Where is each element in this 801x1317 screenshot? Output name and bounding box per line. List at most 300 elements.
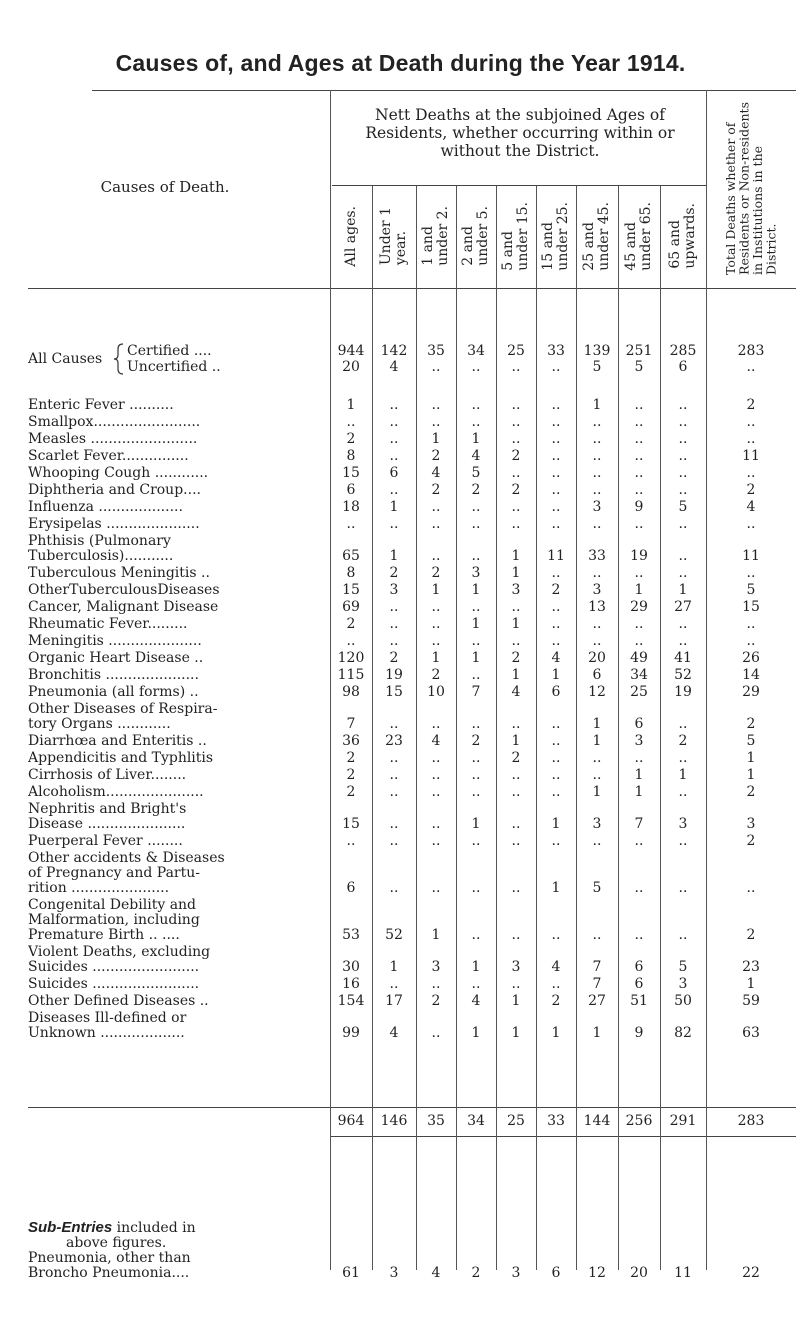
table-cell: 82 bbox=[674, 1025, 692, 1041]
nett-deaths-header: Nett Deaths at the subjoined Ages of Residents, whether occurring within or without the District. bbox=[365, 106, 675, 160]
table-cell: .. bbox=[511, 633, 521, 649]
table-cell: .. bbox=[389, 816, 399, 832]
table-cell: .. bbox=[634, 633, 644, 649]
table-cell: 1 bbox=[551, 880, 561, 896]
uncertified-cell: 4 bbox=[389, 359, 399, 375]
causes-header: Causes of Death. bbox=[100, 178, 230, 196]
page-title: Causes of, and Ages at Death during the Year 1914. bbox=[115, 50, 686, 76]
table-cell: .. bbox=[346, 516, 356, 532]
sub-entries-line: above figures. bbox=[66, 1235, 167, 1251]
certified-cell: 285 bbox=[669, 343, 697, 359]
cause-label: Bronchitis ..................... bbox=[28, 668, 199, 683]
table-cell: 13 bbox=[588, 599, 606, 615]
table-cell: 115 bbox=[337, 667, 365, 683]
table-cell: 1 bbox=[471, 582, 481, 598]
table-cell: .. bbox=[511, 599, 521, 615]
table-cell: .. bbox=[634, 431, 644, 447]
total-cell: 144 bbox=[583, 1113, 611, 1129]
table-cell: .. bbox=[678, 833, 688, 849]
table-cell: .. bbox=[551, 750, 561, 766]
table-cell: 1 bbox=[634, 784, 644, 800]
table-cell: 1 bbox=[471, 650, 481, 666]
cause-label: Nephritis and Bright's Disease ...................... bbox=[28, 802, 187, 832]
table-cell: 5 bbox=[678, 499, 688, 515]
table-cell: .. bbox=[678, 880, 688, 896]
table-cell: 52 bbox=[674, 667, 692, 683]
table-cell: .. bbox=[346, 833, 356, 849]
table-cell: 4 bbox=[746, 499, 756, 515]
table-cell: .. bbox=[634, 833, 644, 849]
table-cell: .. bbox=[511, 927, 521, 943]
table-cell: 49 bbox=[630, 650, 648, 666]
table-cell: .. bbox=[511, 397, 521, 413]
table-cell: .. bbox=[471, 716, 481, 732]
uncertified-cell: 5 bbox=[634, 359, 644, 375]
table-cell: 1 bbox=[592, 716, 602, 732]
table-cell: 1 bbox=[592, 397, 602, 413]
total-cell: 256 bbox=[625, 1113, 653, 1129]
cause-label: Cancer, Malignant Disease bbox=[28, 600, 219, 615]
all-causes-label: All Causes Certified .... Uncertified .. bbox=[28, 343, 221, 375]
table-cell: .. bbox=[471, 499, 481, 515]
table-cell: 15 bbox=[342, 465, 360, 481]
cause-label: Pneumonia (all forms) .. bbox=[28, 685, 199, 700]
table-cell: 63 bbox=[742, 1025, 760, 1041]
table-cell: 1 bbox=[389, 499, 399, 515]
cause-label: Diseases Ill-defined or Unknown ................... bbox=[28, 1011, 187, 1041]
table-cell: .. bbox=[471, 880, 481, 896]
table-cell: .. bbox=[592, 616, 602, 632]
cause-label: Influenza ................... bbox=[28, 500, 183, 515]
table-cell: 6 bbox=[346, 880, 356, 896]
table-cell: 3 bbox=[634, 733, 644, 749]
table-cell: 2 bbox=[471, 733, 481, 749]
table-cell: .. bbox=[471, 516, 481, 532]
uncertified-cell: 5 bbox=[592, 359, 602, 375]
sub-entry-cell: 12 bbox=[588, 1265, 606, 1281]
table-cell: 1 bbox=[431, 650, 441, 666]
table-cell: .. bbox=[431, 633, 441, 649]
table-cell: 2 bbox=[431, 993, 441, 1009]
table-cell: 2 bbox=[346, 784, 356, 800]
cause-label: Rheumatic Fever......... bbox=[28, 617, 188, 632]
cause-label: Diphtheria and Croup.... bbox=[28, 483, 201, 498]
table-cell: 9 bbox=[634, 1025, 644, 1041]
total-deaths-header: Total Deaths whether of Residents or Non-residents in Institutions in the District. bbox=[723, 101, 779, 275]
table-cell: .. bbox=[634, 465, 644, 481]
table-cell: 12 bbox=[588, 684, 606, 700]
table-cell: .. bbox=[678, 465, 688, 481]
table-cell: .. bbox=[511, 767, 521, 783]
table-cell: 25 bbox=[630, 684, 648, 700]
table-cell: .. bbox=[431, 767, 441, 783]
table-cell: .. bbox=[389, 716, 399, 732]
table-cell: .. bbox=[471, 927, 481, 943]
table-cell: 1 bbox=[634, 767, 644, 783]
age-header-1: Under 1 year. bbox=[378, 206, 409, 266]
certified-cell: 35 bbox=[427, 343, 445, 359]
table-cell: 4 bbox=[551, 959, 561, 975]
table-cell: .. bbox=[511, 414, 521, 430]
table-cell: .. bbox=[389, 397, 399, 413]
table-cell: 19 bbox=[674, 684, 692, 700]
table-cell: 2 bbox=[431, 482, 441, 498]
table-cell: 69 bbox=[342, 599, 360, 615]
table-cell: 3 bbox=[431, 959, 441, 975]
table-cell: .. bbox=[551, 482, 561, 498]
certified-cell: 139 bbox=[583, 343, 611, 359]
table-cell: .. bbox=[634, 448, 644, 464]
table-cell: .. bbox=[746, 516, 756, 532]
table-cell: 15 bbox=[342, 582, 360, 598]
table-cell: 1 bbox=[511, 616, 521, 632]
table-cell: .. bbox=[431, 599, 441, 615]
table-cell: 6 bbox=[634, 959, 644, 975]
table-cell: 3 bbox=[592, 816, 602, 832]
table-cell: .. bbox=[678, 784, 688, 800]
table-cell: 27 bbox=[588, 993, 606, 1009]
table-cell: 1 bbox=[678, 767, 688, 783]
table-cell: .. bbox=[551, 414, 561, 430]
age-header-0: All ages. bbox=[342, 205, 359, 267]
table-cell: .. bbox=[389, 633, 399, 649]
uncertified-cell: .. bbox=[746, 359, 756, 375]
certified-cell: 25 bbox=[507, 343, 525, 359]
table-cell: 1 bbox=[389, 959, 399, 975]
table-cell: .. bbox=[389, 750, 399, 766]
table-cell: 41 bbox=[674, 650, 692, 666]
table-cell: 1 bbox=[746, 767, 756, 783]
table-cell: .. bbox=[634, 750, 644, 766]
table-cell: 2 bbox=[389, 565, 399, 581]
age-header-7: 45 and under 65. bbox=[623, 201, 654, 271]
table-cell: 120 bbox=[337, 650, 365, 666]
sub-entry-cell: 61 bbox=[342, 1265, 360, 1281]
cause-label: Suicides ........................ bbox=[28, 977, 200, 992]
table-cell: .. bbox=[592, 833, 602, 849]
table-cell: .. bbox=[431, 716, 441, 732]
cause-label: Other accidents & Diseases of Pregnancy and Partu- rition ...................... bbox=[28, 851, 225, 896]
age-header-4: 5 and under 15. bbox=[500, 201, 531, 271]
table-cell: 4 bbox=[431, 465, 441, 481]
table-cell: .. bbox=[746, 633, 756, 649]
cause-label: Measles ........................ bbox=[28, 432, 198, 447]
uncertified-cell: .. bbox=[511, 359, 521, 375]
table-cell: .. bbox=[634, 482, 644, 498]
table-cell: .. bbox=[471, 548, 481, 564]
table-cell: .. bbox=[511, 816, 521, 832]
table-cell: 19 bbox=[385, 667, 403, 683]
table-cell: .. bbox=[431, 516, 441, 532]
table-cell: 26 bbox=[742, 650, 760, 666]
table-cell: 29 bbox=[630, 599, 648, 615]
table-cell: 3 bbox=[678, 976, 688, 992]
table-cell: .. bbox=[346, 633, 356, 649]
table-cell: 4 bbox=[471, 993, 481, 1009]
age-header-6: 25 and under 45. bbox=[581, 201, 612, 271]
cause-label: Smallpox........................ bbox=[28, 415, 201, 430]
table-cell: .. bbox=[511, 880, 521, 896]
table-cell: .. bbox=[678, 448, 688, 464]
sub-entry-cell: 20 bbox=[630, 1265, 648, 1281]
table-cell: 154 bbox=[337, 993, 365, 1009]
uncertified-cell: .. bbox=[471, 359, 481, 375]
table-cell: 6 bbox=[634, 716, 644, 732]
table-cell: .. bbox=[431, 976, 441, 992]
table-cell: 3 bbox=[389, 582, 399, 598]
cause-label: Puerperal Fever ........ bbox=[28, 834, 183, 849]
table-cell: 29 bbox=[742, 684, 760, 700]
table-cell: 14 bbox=[742, 667, 760, 683]
total-cell: 146 bbox=[380, 1113, 408, 1129]
table-cell: .. bbox=[551, 767, 561, 783]
table-cell: .. bbox=[389, 599, 399, 615]
table-cell: 10 bbox=[427, 684, 445, 700]
certified-cell: 283 bbox=[737, 343, 765, 359]
age-header-5: 15 and under 25. bbox=[540, 201, 571, 271]
table-cell: .. bbox=[678, 516, 688, 532]
table-cell: .. bbox=[592, 633, 602, 649]
age-header-3: 2 and under 5. bbox=[460, 206, 491, 266]
table-cell: .. bbox=[551, 616, 561, 632]
table-cell: .. bbox=[471, 633, 481, 649]
table-cell: 2 bbox=[431, 667, 441, 683]
totals-top-rule bbox=[28, 1107, 796, 1108]
table-cell: .. bbox=[471, 414, 481, 430]
sub-entry-cell: 3 bbox=[389, 1265, 399, 1281]
table-cell: .. bbox=[511, 499, 521, 515]
table-cell: .. bbox=[551, 499, 561, 515]
table-cell: .. bbox=[746, 431, 756, 447]
table-cell: .. bbox=[431, 397, 441, 413]
total-cell: 964 bbox=[337, 1113, 365, 1129]
table-cell: 2 bbox=[511, 448, 521, 464]
table-cell: 1 bbox=[551, 816, 561, 832]
cause-label: Cirrhosis of Liver........ bbox=[28, 768, 187, 783]
table-cell: 4 bbox=[389, 1025, 399, 1041]
table-cell: 5 bbox=[592, 880, 602, 896]
table-cell: .. bbox=[592, 448, 602, 464]
table-cell: .. bbox=[431, 548, 441, 564]
table-cell: 8 bbox=[346, 448, 356, 464]
table-cell: 2 bbox=[471, 482, 481, 498]
table-cell: .. bbox=[431, 499, 441, 515]
table-cell: .. bbox=[346, 414, 356, 430]
table-cell: 8 bbox=[346, 565, 356, 581]
table-cell: .. bbox=[551, 733, 561, 749]
table-cell: .. bbox=[592, 516, 602, 532]
table-cell: .. bbox=[592, 482, 602, 498]
table-cell: .. bbox=[678, 927, 688, 943]
table-cell: 1 bbox=[431, 431, 441, 447]
table-cell: .. bbox=[551, 565, 561, 581]
table-cell: .. bbox=[678, 633, 688, 649]
table-cell: 2 bbox=[746, 927, 756, 943]
sub-entries-heading: Sub-Entries included in bbox=[28, 1219, 196, 1236]
table-cell: .. bbox=[678, 716, 688, 732]
table-cell: .. bbox=[431, 816, 441, 832]
table-cell: 2 bbox=[431, 565, 441, 581]
table-cell: 2 bbox=[346, 750, 356, 766]
table-cell: 3 bbox=[511, 959, 521, 975]
table-cell: 1 bbox=[551, 1025, 561, 1041]
table-cell: 1 bbox=[431, 927, 441, 943]
table-cell: .. bbox=[634, 927, 644, 943]
table-cell: 1 bbox=[551, 667, 561, 683]
table-cell: 59 bbox=[742, 993, 760, 1009]
table-cell: 15 bbox=[742, 599, 760, 615]
table-cell: .. bbox=[551, 716, 561, 732]
table-cell: .. bbox=[431, 1025, 441, 1041]
cause-label: Congenital Debility and Malformation, including Premature Birth .. .... bbox=[28, 898, 200, 943]
cause-label: OtherTuberculousDiseases bbox=[28, 583, 220, 598]
uncertified-cell: .. bbox=[551, 359, 561, 375]
table-cell: .. bbox=[678, 397, 688, 413]
table-cell: .. bbox=[431, 880, 441, 896]
table-cell: 3 bbox=[592, 582, 602, 598]
certified-cell: 34 bbox=[467, 343, 485, 359]
table-cell: 9 bbox=[634, 499, 644, 515]
cause-label: Appendicitis and Typhlitis bbox=[28, 751, 214, 766]
table-cell: .. bbox=[511, 784, 521, 800]
table-cell: 6 bbox=[551, 684, 561, 700]
sub-entry-cell: 2 bbox=[471, 1265, 481, 1281]
table-cell: 1 bbox=[431, 582, 441, 598]
table-cell: 1 bbox=[346, 397, 356, 413]
cause-label: Whooping Cough ............ bbox=[28, 466, 209, 481]
table-cell: .. bbox=[678, 750, 688, 766]
table-cell: .. bbox=[592, 767, 602, 783]
sub-entry-cell: 3 bbox=[511, 1265, 521, 1281]
table-cell: 2 bbox=[746, 482, 756, 498]
table-cell: .. bbox=[431, 616, 441, 632]
table-cell: .. bbox=[678, 482, 688, 498]
cause-label: Diarrhœa and Enteritis .. bbox=[28, 734, 207, 749]
table-cell: .. bbox=[551, 927, 561, 943]
table-cell: .. bbox=[389, 880, 399, 896]
table-cell: .. bbox=[678, 548, 688, 564]
table-cell: .. bbox=[389, 616, 399, 632]
table-cell: .. bbox=[551, 397, 561, 413]
uncertified-cell: 20 bbox=[342, 359, 360, 375]
table-cell: 2 bbox=[746, 397, 756, 413]
certified-cell: 251 bbox=[625, 343, 653, 359]
cause-label: Other Diseases of Respira- tory Organs ............ bbox=[28, 702, 218, 732]
table-cell: .. bbox=[471, 599, 481, 615]
table-cell: 5 bbox=[471, 465, 481, 481]
table-cell: .. bbox=[389, 976, 399, 992]
table-cell: 11 bbox=[742, 448, 760, 464]
table-cell: 18 bbox=[342, 499, 360, 515]
table-cell: 1 bbox=[511, 548, 521, 564]
table-cell: 33 bbox=[588, 548, 606, 564]
table-cell: .. bbox=[746, 880, 756, 896]
table-cell: 6 bbox=[634, 976, 644, 992]
table-cell: .. bbox=[551, 516, 561, 532]
table-cell: 1 bbox=[511, 667, 521, 683]
table-cell: .. bbox=[551, 599, 561, 615]
table-cell: 1 bbox=[511, 1025, 521, 1041]
table-cell: 1 bbox=[592, 1025, 602, 1041]
table-cell: .. bbox=[389, 767, 399, 783]
table-cell: 34 bbox=[630, 667, 648, 683]
table-cell: 7 bbox=[592, 959, 602, 975]
table-cell: 20 bbox=[588, 650, 606, 666]
table-cell: 1 bbox=[389, 548, 399, 564]
cause-label: Scarlet Fever............... bbox=[28, 449, 189, 464]
table-cell: .. bbox=[431, 414, 441, 430]
table-cell: 6 bbox=[592, 667, 602, 683]
cause-label: Tuberculous Meningitis .. bbox=[28, 566, 210, 581]
table-cell: 5 bbox=[678, 959, 688, 975]
table-cell: .. bbox=[471, 397, 481, 413]
table-cell: 99 bbox=[342, 1025, 360, 1041]
certified-cell: 944 bbox=[337, 343, 365, 359]
table-cell: 11 bbox=[547, 548, 565, 564]
certified-cell: 142 bbox=[380, 343, 408, 359]
certified-cell: 33 bbox=[547, 343, 565, 359]
table-cell: .. bbox=[511, 465, 521, 481]
table-cell: 17 bbox=[385, 993, 403, 1009]
table-cell: .. bbox=[746, 414, 756, 430]
table-cell: 1 bbox=[511, 565, 521, 581]
total-cell: 33 bbox=[547, 1113, 565, 1129]
table-cell: .. bbox=[592, 750, 602, 766]
table-cell: .. bbox=[511, 716, 521, 732]
cause-label: Phthisis (Pulmonary Tuberculosis)........... bbox=[28, 534, 174, 564]
table-cell: 1 bbox=[746, 750, 756, 766]
table-cell: 6 bbox=[389, 465, 399, 481]
table-cell: 7 bbox=[634, 816, 644, 832]
table-cell: 4 bbox=[431, 733, 441, 749]
table-cell: 5 bbox=[746, 582, 756, 598]
table-cell: 2 bbox=[551, 582, 561, 598]
table-cell: 1 bbox=[678, 582, 688, 598]
table-cell: .. bbox=[431, 784, 441, 800]
table-cell: .. bbox=[389, 431, 399, 447]
table-cell: .. bbox=[511, 516, 521, 532]
table-cell: .. bbox=[511, 431, 521, 447]
table-cell: 2 bbox=[551, 993, 561, 1009]
table-cell: 27 bbox=[674, 599, 692, 615]
total-cell: 283 bbox=[737, 1113, 765, 1129]
table-cell: 2 bbox=[389, 650, 399, 666]
table-cell: 2 bbox=[346, 431, 356, 447]
table-cell: 5 bbox=[746, 733, 756, 749]
sub-entries-line: Broncho Pneumonia.... bbox=[28, 1265, 190, 1281]
table-cell: 15 bbox=[385, 684, 403, 700]
table-cell: 7 bbox=[471, 684, 481, 700]
age-header-8: 65 and upwards. bbox=[667, 203, 698, 269]
sub-entries-block bbox=[28, 1220, 330, 1281]
table-cell: .. bbox=[471, 667, 481, 683]
table-cell: 1 bbox=[471, 616, 481, 632]
table-cell: .. bbox=[634, 414, 644, 430]
sub-entry-cell: 6 bbox=[551, 1265, 561, 1281]
table-cell: 2 bbox=[511, 650, 521, 666]
cause-label: Other Defined Diseases .. bbox=[28, 994, 209, 1009]
table-cell: .. bbox=[634, 616, 644, 632]
table-cell: 1 bbox=[592, 784, 602, 800]
table-cell: 1 bbox=[511, 993, 521, 1009]
table-cell: .. bbox=[592, 927, 602, 943]
brace-icon bbox=[113, 343, 125, 375]
table-cell: 1 bbox=[592, 733, 602, 749]
table-cell: .. bbox=[634, 565, 644, 581]
table-cell: 4 bbox=[471, 448, 481, 464]
table-cell: 2 bbox=[511, 482, 521, 498]
header-bottom-rule bbox=[28, 288, 796, 289]
